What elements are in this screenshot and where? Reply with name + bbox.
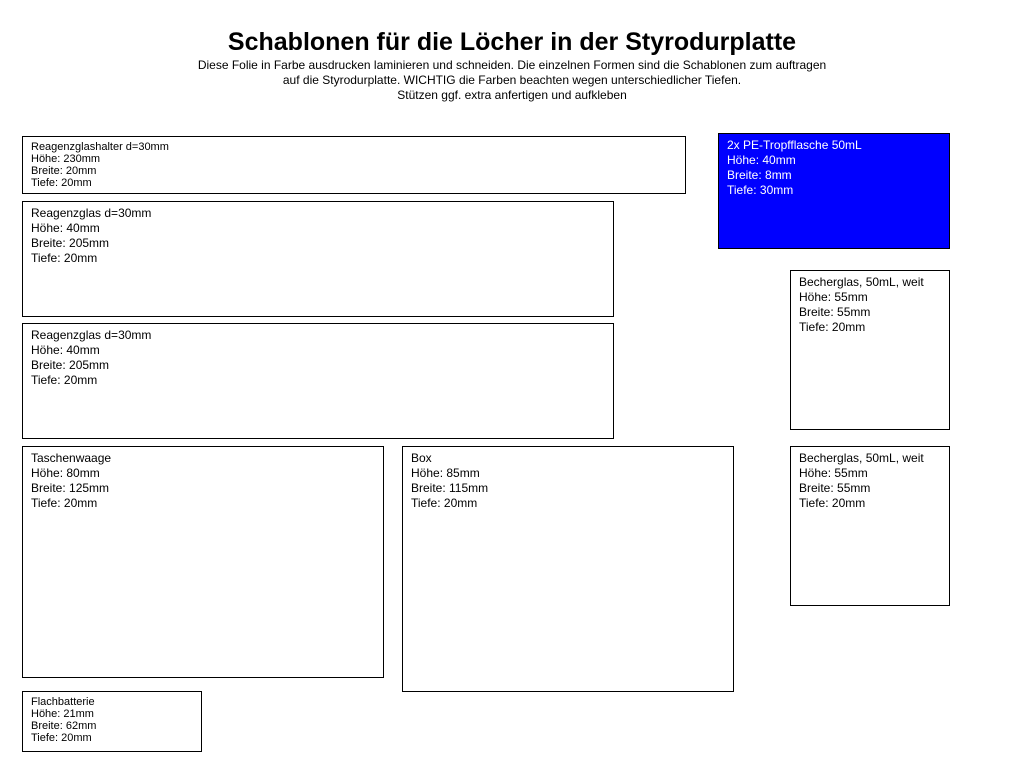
template-tiefe: Tiefe: 20mm bbox=[799, 496, 866, 510]
template-tiefe: Tiefe: 20mm bbox=[31, 496, 98, 510]
template-flachbatterie bbox=[22, 691, 202, 752]
template-breite: Breite: 205mm bbox=[31, 358, 110, 372]
template-hoehe: Höhe: 40mm bbox=[727, 153, 796, 167]
template-label: Reagenzglashalter d=30mm bbox=[31, 141, 169, 153]
page-title: Schablonen für die Löcher in der Styrodurplatte bbox=[227, 28, 797, 56]
template-tiefe: Tiefe: 20mm bbox=[31, 251, 98, 265]
template-hoehe: Höhe: 21mm bbox=[31, 708, 94, 720]
instruction-line-2: auf die Styrodurplatte. WICHTIG die Farben beachten wegen unterschiedlicher Tiefen. bbox=[282, 73, 742, 87]
template-label: Box bbox=[411, 451, 432, 465]
template-hoehe: Höhe: 55mm bbox=[799, 466, 868, 480]
template-hoehe: Höhe: 230mm bbox=[31, 153, 101, 165]
template-breite: Breite: 125mm bbox=[31, 481, 110, 495]
template-breite: Breite: 62mm bbox=[31, 720, 97, 732]
template-label: 2x PE-Tropfflasche 50mL bbox=[727, 138, 862, 152]
template-label: Flachbatterie bbox=[31, 696, 95, 708]
template-reagenzglas-1 bbox=[22, 201, 614, 317]
template-label: Taschenwaage bbox=[31, 451, 112, 465]
template-becherglas-1 bbox=[790, 270, 950, 430]
template-label: Becherglas, 50mL, weit bbox=[799, 451, 924, 465]
template-box bbox=[402, 446, 734, 692]
template-label: Reagenzglas d=30mm bbox=[31, 328, 152, 342]
template-hoehe: Höhe: 40mm bbox=[31, 221, 100, 235]
template-tiefe: Tiefe: 20mm bbox=[31, 177, 92, 189]
slide-header bbox=[0, 26, 1024, 103]
template-reagenzglas-2 bbox=[22, 323, 614, 439]
template-breite: Breite: 205mm bbox=[31, 236, 110, 250]
template-hoehe: Höhe: 85mm bbox=[411, 466, 480, 480]
instruction-line-1: Diese Folie in Farbe ausdrucken laminieren und schneiden. Die einzelnen Formen sind die Schablonen zum auftragen bbox=[197, 58, 827, 72]
template-label: Reagenzglas d=30mm bbox=[31, 206, 152, 220]
instruction-line-3: Stützen ggf. extra anfertigen und aufkleben bbox=[397, 88, 627, 102]
template-becherglas-2 bbox=[790, 446, 950, 606]
template-hoehe: Höhe: 55mm bbox=[799, 290, 868, 304]
template-hoehe: Höhe: 40mm bbox=[31, 343, 100, 357]
template-breite: Breite: 20mm bbox=[31, 165, 97, 177]
template-reagenzglashalter bbox=[22, 136, 686, 194]
template-breite: Breite: 8mm bbox=[727, 168, 792, 182]
template-tiefe: Tiefe: 20mm bbox=[411, 496, 478, 510]
template-breite: Breite: 115mm bbox=[411, 481, 489, 495]
template-tiefe: Tiefe: 20mm bbox=[799, 320, 866, 334]
template-pe-tropfflasche bbox=[718, 133, 950, 249]
template-tiefe: Tiefe: 20mm bbox=[31, 732, 92, 744]
template-breite: Breite: 55mm bbox=[799, 305, 871, 319]
template-tiefe: Tiefe: 30mm bbox=[727, 183, 794, 197]
template-hoehe: Höhe: 80mm bbox=[31, 466, 100, 480]
template-taschenwaage bbox=[22, 446, 384, 678]
template-breite: Breite: 55mm bbox=[799, 481, 871, 495]
template-label: Becherglas, 50mL, weit bbox=[799, 275, 924, 289]
template-tiefe: Tiefe: 20mm bbox=[31, 373, 98, 387]
